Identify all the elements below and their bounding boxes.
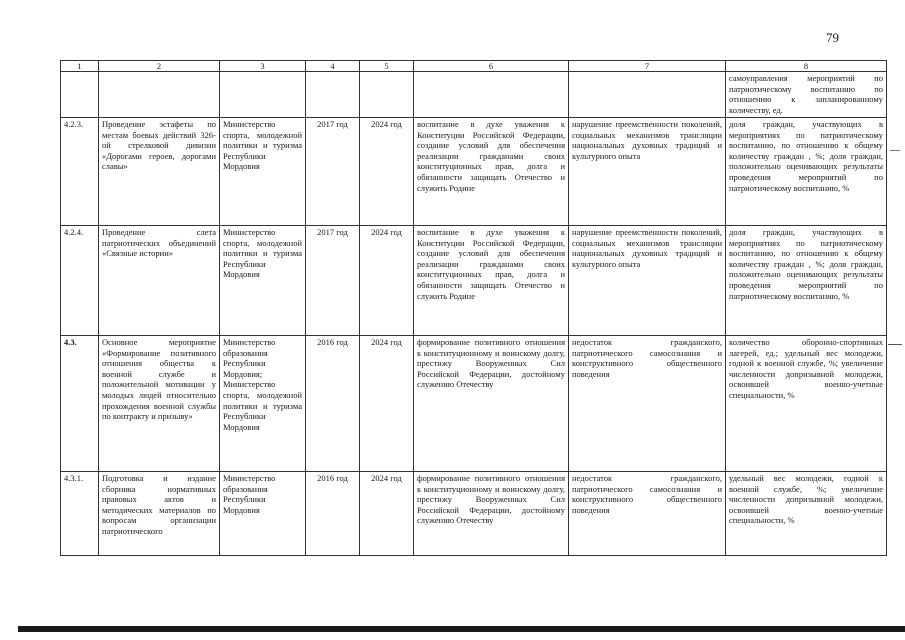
column-number: 2 <box>99 61 220 72</box>
row-result: формирование позитивного отношения к конституционному и воинскому долгу, престижу Вооруженных Сил Российской Федерации, достойному служению Отечеству <box>414 472 569 556</box>
row-id <box>61 72 99 118</box>
row-start-year: 2016 год <box>306 336 360 472</box>
table-row <box>61 72 887 118</box>
program-table <box>60 60 887 556</box>
table-row <box>61 336 887 472</box>
row-executor: Министерство спорта, молодежной политики и туризма Республики Мордовия <box>220 118 306 226</box>
row-risks <box>569 72 726 118</box>
row-end-year: 2024 год <box>360 472 414 556</box>
row-id: 4.3.1. <box>61 472 99 556</box>
table-row <box>61 118 887 226</box>
row-end-year: 2024 год <box>360 336 414 472</box>
column-number: 4 <box>306 61 360 72</box>
row-result: воспитание в духе уважения к Конституции Российской Федерации, создание условий для обеспечения реализации гражданами своих конституционных прав, долга и обязанности защищать Отечество и служить Родине <box>414 118 569 226</box>
table-row <box>61 472 887 556</box>
column-number: 5 <box>360 61 414 72</box>
column-number: 6 <box>414 61 569 72</box>
row-result: формирование позитивного отношения к конституционному и воинскому долгу, престижу Вооруженных Сил Российской Федерации, достойному служению Отечеству <box>414 336 569 472</box>
column-number: 1 <box>61 61 99 72</box>
row-executor: Министерство образования Республики Мордовия; Министерство спорта, молодежной политики и туризма Республики Мордовия <box>220 336 306 472</box>
row-risks: нарушение преемственности поколений, социальных механизмов трансляции национальных духовных традиций и культурного опыта <box>569 118 726 226</box>
row-start-year: 2016 год <box>306 472 360 556</box>
row-risks: нарушение преемственности поколений, социальных механизмов трансляции национальных духовных традиций и культурного опыта <box>569 226 726 336</box>
row-start-year <box>306 72 360 118</box>
row-indicators: доля граждан, участвующих в мероприятиях по патриотическому воспитанию, по отношению к общему количеству граждан , %; доля граждан, положительно оценивающих результаты проведения мероприятий по патриотическому воспитанию, % <box>726 226 887 336</box>
row-indicators: удельный вес молодежи, годной к военной службе, %; увеличение численности допризывной молодежи, освоившей военно-учетные специальности, % <box>726 472 887 556</box>
page-number: 79 <box>826 30 839 45</box>
row-executor: Министерство образования Республики Мордовия <box>220 472 306 556</box>
row-name: Проведение эстафеты по местам боевых действий 326-ой стрелковой дивизии «Дорогами героев, дорогами славы» <box>99 118 220 226</box>
row-name: Основное мероприятие «Формирование позитивного отношения общества к военной службе и положительной мотивации у молодых людей относительно прохождения военной службы по контракту и призыву» <box>99 336 220 472</box>
row-executor: Министерство спорта, молодежной политики и туризма Республики Мордовия <box>220 226 306 336</box>
row-id: 4.3. <box>61 336 99 472</box>
row-end-year: 2024 год <box>360 226 414 336</box>
scan-mark <box>890 150 900 151</box>
scan-mark <box>888 344 902 345</box>
row-indicators: самоуправления мероприятий по патриотическому воспитанию по отношению к запланированному количеству, ед. <box>726 72 887 118</box>
row-indicators: количество оборонно-спортивных лагерей, ед.; удельный вес молодежи, годной к военной службе, %; увеличение численности допризывной молодежи, освоившей военно-учетные специальности, % <box>726 336 887 472</box>
scan-edge-bar <box>18 626 905 632</box>
row-end-year <box>360 72 414 118</box>
row-name: Проведение слета патриотических объединений «Связные истории» <box>99 226 220 336</box>
row-result: воспитание в духе уважения к Конституции Российской Федерации, создание условий для обеспечения реализации гражданами своих конституционных прав, долга и обязанности защищать Отечество и служить Родине <box>414 226 569 336</box>
row-id: 4.2.3. <box>61 118 99 226</box>
row-name <box>99 72 220 118</box>
row-start-year: 2017 год <box>306 226 360 336</box>
row-id: 4.2.4. <box>61 226 99 336</box>
row-risks: недостаток гражданского, патриотического самосознания и конструктивного общественного поведения <box>569 472 726 556</box>
row-executor <box>220 72 306 118</box>
row-end-year: 2024 год <box>360 118 414 226</box>
row-result <box>414 72 569 118</box>
row-indicators: доля граждан, участвующих в мероприятиях по патриотическому воспитанию, по отношению к общему количеству граждан , %; доля граждан, положительно оценивающих результаты проведения мероприятий по патриотическому воспитанию, % <box>726 118 887 226</box>
column-number: 3 <box>220 61 306 72</box>
column-number: 8 <box>726 61 887 72</box>
row-name: Подготовка и издание сборника нормативных правовых актов и методических материалов по вопросам организации патриотического <box>99 472 220 556</box>
column-number-row <box>61 61 887 72</box>
column-number: 7 <box>569 61 726 72</box>
row-risks: недостаток гражданского, патриотического самосознания и конструктивного общественного поведения <box>569 336 726 472</box>
row-start-year: 2017 год <box>306 118 360 226</box>
table-row <box>61 226 887 336</box>
